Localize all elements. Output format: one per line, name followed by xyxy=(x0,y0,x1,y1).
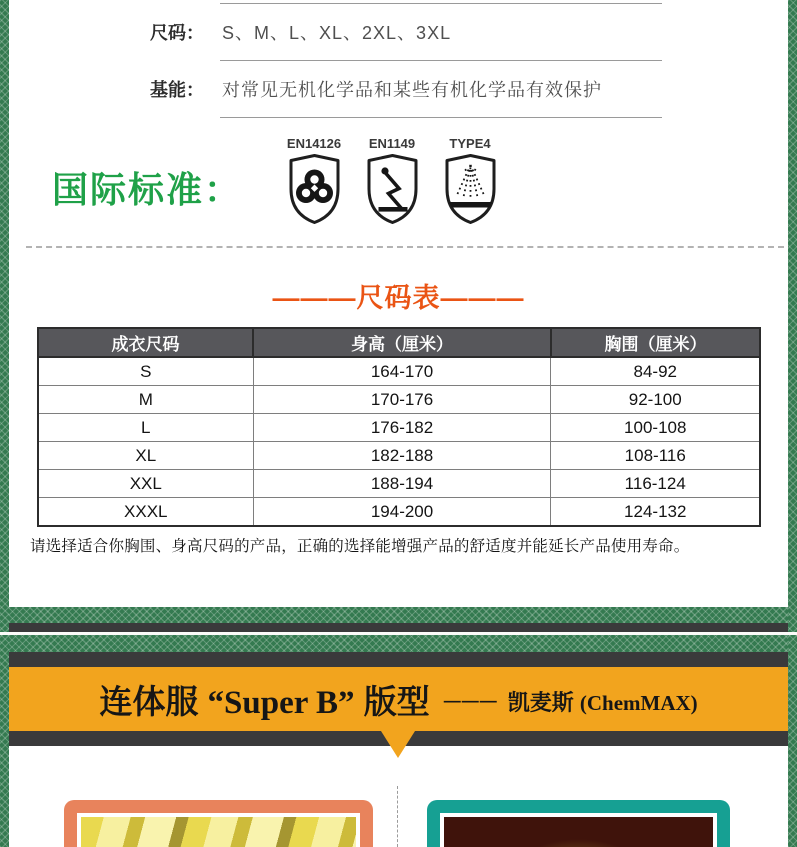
green-band-top xyxy=(9,607,788,623)
table-row xyxy=(38,442,760,470)
certification-label: EN14126 xyxy=(286,136,342,151)
banner-pointer-triangle xyxy=(381,731,415,758)
photo-frame xyxy=(440,813,717,847)
antistatic-shield-icon xyxy=(365,152,420,231)
table-cell: 164-170 xyxy=(253,357,551,386)
table-cell: XL xyxy=(38,442,253,470)
column-header-height: 身高（厘米） xyxy=(253,328,551,357)
table-row xyxy=(38,386,760,414)
banner-title-cn2: 版型 xyxy=(363,682,430,720)
banner-brand xyxy=(508,686,698,717)
banner-brand-en: (ChemMAX) xyxy=(579,690,698,715)
size-table-header xyxy=(38,328,760,357)
banner-title xyxy=(99,676,429,723)
size-table-body xyxy=(38,357,760,526)
table-row xyxy=(38,498,760,527)
left-green-border xyxy=(0,0,9,847)
spray-tight-shield-icon xyxy=(443,152,498,231)
spec-label: 尺码： xyxy=(150,22,204,43)
right-green-border xyxy=(788,0,797,847)
table-cell: 188-194 xyxy=(253,470,551,498)
table-cell: 182-188 xyxy=(253,442,551,470)
banner-dashes: ——— xyxy=(443,691,498,710)
standards-heading: 国际标准： xyxy=(52,169,243,210)
table-cell: S xyxy=(38,357,253,386)
section-gap xyxy=(0,632,797,635)
table-cell: L xyxy=(38,414,253,442)
banner-brand-cn: 凯麦斯 xyxy=(507,689,574,715)
certification-type4 xyxy=(438,136,502,231)
product-photo-box-left xyxy=(64,800,373,847)
spec-row-size xyxy=(150,3,662,60)
biohazard-shield-icon xyxy=(287,152,342,231)
photo-frame xyxy=(77,813,360,847)
banner-title-cn1: 连体服 xyxy=(99,682,199,720)
certification-icons xyxy=(282,136,502,231)
table-row xyxy=(38,357,760,386)
dark-band-top xyxy=(9,623,788,632)
certification-label: TYPE4 xyxy=(449,136,491,151)
vertical-dashed-divider xyxy=(397,786,398,847)
fabric-closeup-image xyxy=(81,817,356,847)
table-cell: 170-176 xyxy=(253,386,551,414)
table-cell: XXL xyxy=(38,470,253,498)
table-cell: 176-182 xyxy=(253,414,551,442)
table-header-row xyxy=(38,328,760,357)
table-cell: XXXL xyxy=(38,498,253,527)
table-cell: 108-116 xyxy=(551,442,760,470)
standards-section xyxy=(52,136,502,231)
column-header-chest: 胸围（厘米） xyxy=(551,328,760,357)
folded-suit-image xyxy=(444,817,713,847)
spec-value: S、M、L、XL、2XL、3XL xyxy=(220,3,662,60)
table-cell: 124-132 xyxy=(551,498,760,527)
spec-label: 基能： xyxy=(150,80,204,100)
dark-band-second xyxy=(9,652,788,667)
size-chart-heading: ———尺码表——— xyxy=(272,283,525,313)
spec-block xyxy=(150,3,662,118)
table-cell: M xyxy=(38,386,253,414)
table-row xyxy=(38,414,760,442)
banner-title-en: “Super B” xyxy=(207,684,355,721)
column-header-size: 成衣尺码 xyxy=(38,328,253,357)
certification-en1149 xyxy=(360,136,424,231)
table-cell: 100-108 xyxy=(551,414,760,442)
table-cell: 116-124 xyxy=(551,470,760,498)
spec-value: 对常见无机化学品和某些有机化学品有效保护 xyxy=(220,60,662,118)
section-title-banner xyxy=(9,667,788,731)
size-note: 请选择适合你胸围、身高尺码的产品，正确的选择能增强产品的舒适度并能延长产品使用寿命。 xyxy=(30,538,690,555)
green-band-second xyxy=(9,635,788,652)
table-cell: 92-100 xyxy=(551,386,760,414)
dashed-divider xyxy=(26,246,784,248)
spec-row-performance xyxy=(150,60,662,118)
certification-en14126 xyxy=(282,136,346,231)
table-cell: 194-200 xyxy=(253,498,551,527)
size-table xyxy=(37,327,761,527)
table-row xyxy=(38,470,760,498)
product-photo-box-right xyxy=(427,800,730,847)
table-cell: 84-92 xyxy=(551,357,760,386)
certification-label: EN1149 xyxy=(368,136,416,151)
